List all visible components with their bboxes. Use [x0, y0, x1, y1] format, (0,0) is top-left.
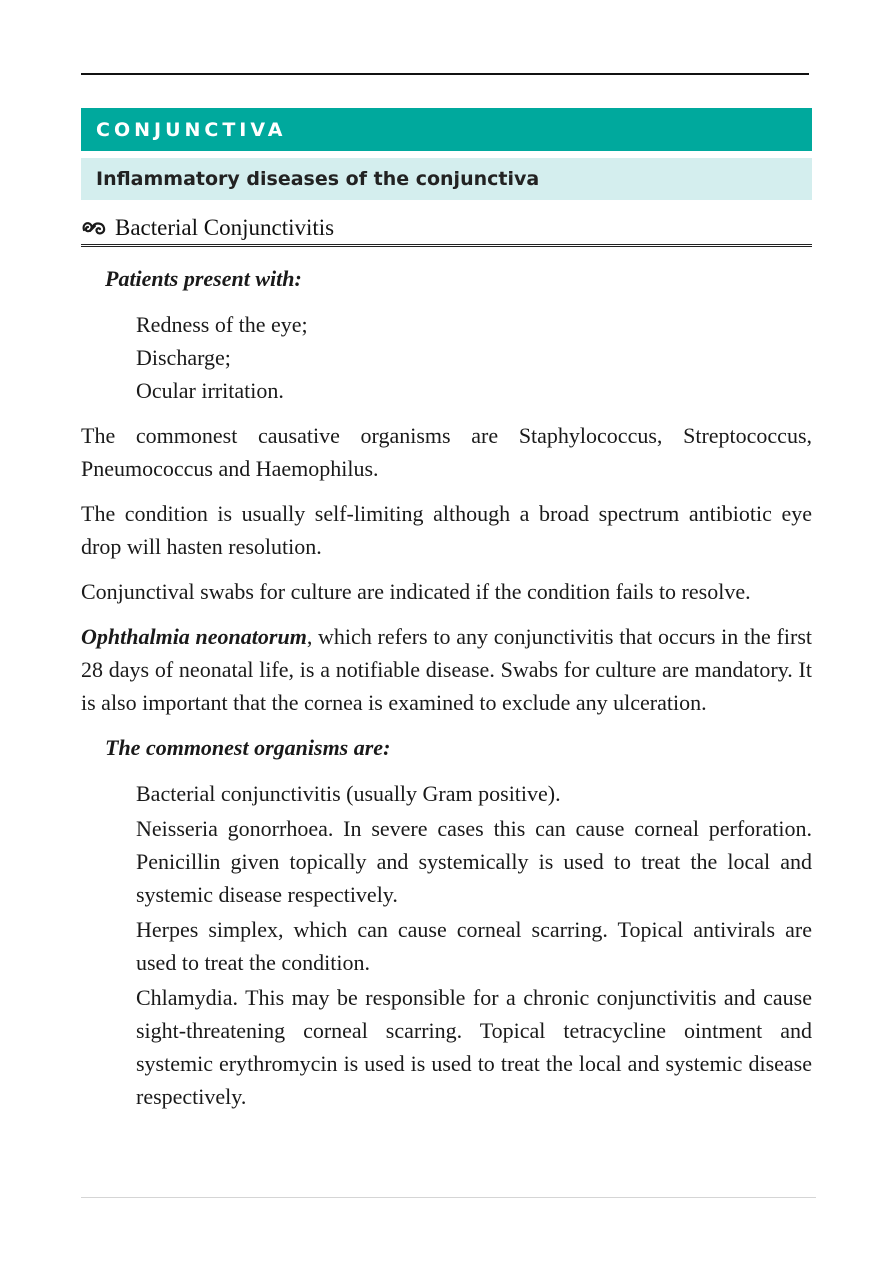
- section-title: Inflammatory diseases of the conjunctiva: [96, 168, 540, 190]
- organisms-lead: The commonest organisms are:: [105, 735, 391, 760]
- top-rule: [81, 73, 809, 75]
- subsection-title: Bacterial Conjunctivitis: [115, 215, 335, 240]
- presentation-list: [136, 308, 812, 407]
- paragraph-treatment: The condition is usually self-limiting although a broad spectrum antibiotic eye drop will hasten resolution.: [81, 501, 812, 559]
- body-content: [81, 262, 812, 1125]
- subsection-header: [81, 214, 812, 247]
- list-item: Ocular irritation.: [136, 378, 284, 403]
- paragraph-neonatorum: [81, 620, 812, 719]
- neonatorum-term: Ophthalmia neonatorum: [81, 624, 307, 649]
- list-item: Bacterial conjunctivitis (usually Gram positive).: [136, 781, 561, 806]
- list-item: Herpes simplex, which can cause corneal scarring. Topical antivirals are used to treat the condition.: [136, 917, 812, 975]
- list-item: Neisseria gonorrhoea. In severe cases this can cause corneal perforation. Penicillin given topically and systemically is used to treat the local and systemic disease respectively.: [136, 816, 812, 907]
- bottom-rule: [81, 1197, 816, 1198]
- chapter-header: [81, 108, 812, 151]
- organisms-list: [136, 777, 812, 1113]
- chapter-title: CONJUNCTIVA: [96, 118, 287, 141]
- paragraph-swabs: Conjunctival swabs for culture are indicated if the condition fails to resolve.: [81, 579, 751, 604]
- ornament-icon: [81, 218, 107, 238]
- neonatorum-text: , which refers to any conjunctivitis that occurs in the first 28 days of neonatal life, is a notifiable disease. Swabs for culture are mandatory. It is also important that the cornea is examined to exclude any ulceration.: [81, 624, 812, 715]
- section-header: [81, 158, 812, 200]
- list-item: Discharge;: [136, 345, 231, 370]
- list-item: Redness of the eye;: [136, 312, 308, 337]
- list-item: Chlamydia. This may be responsible for a chronic conjunctivitis and cause sight-threatening corneal scarring. Topical tetracycline ointment and systemic erythromycin is used is used to treat the local and systemic disease respectively.: [136, 985, 812, 1109]
- paragraph-organisms: The commonest causative organisms are Staphylococcus, Streptococcus, Pneumococcus and Haemophilus.: [81, 423, 812, 481]
- presentation-lead: Patients present with:: [105, 266, 302, 291]
